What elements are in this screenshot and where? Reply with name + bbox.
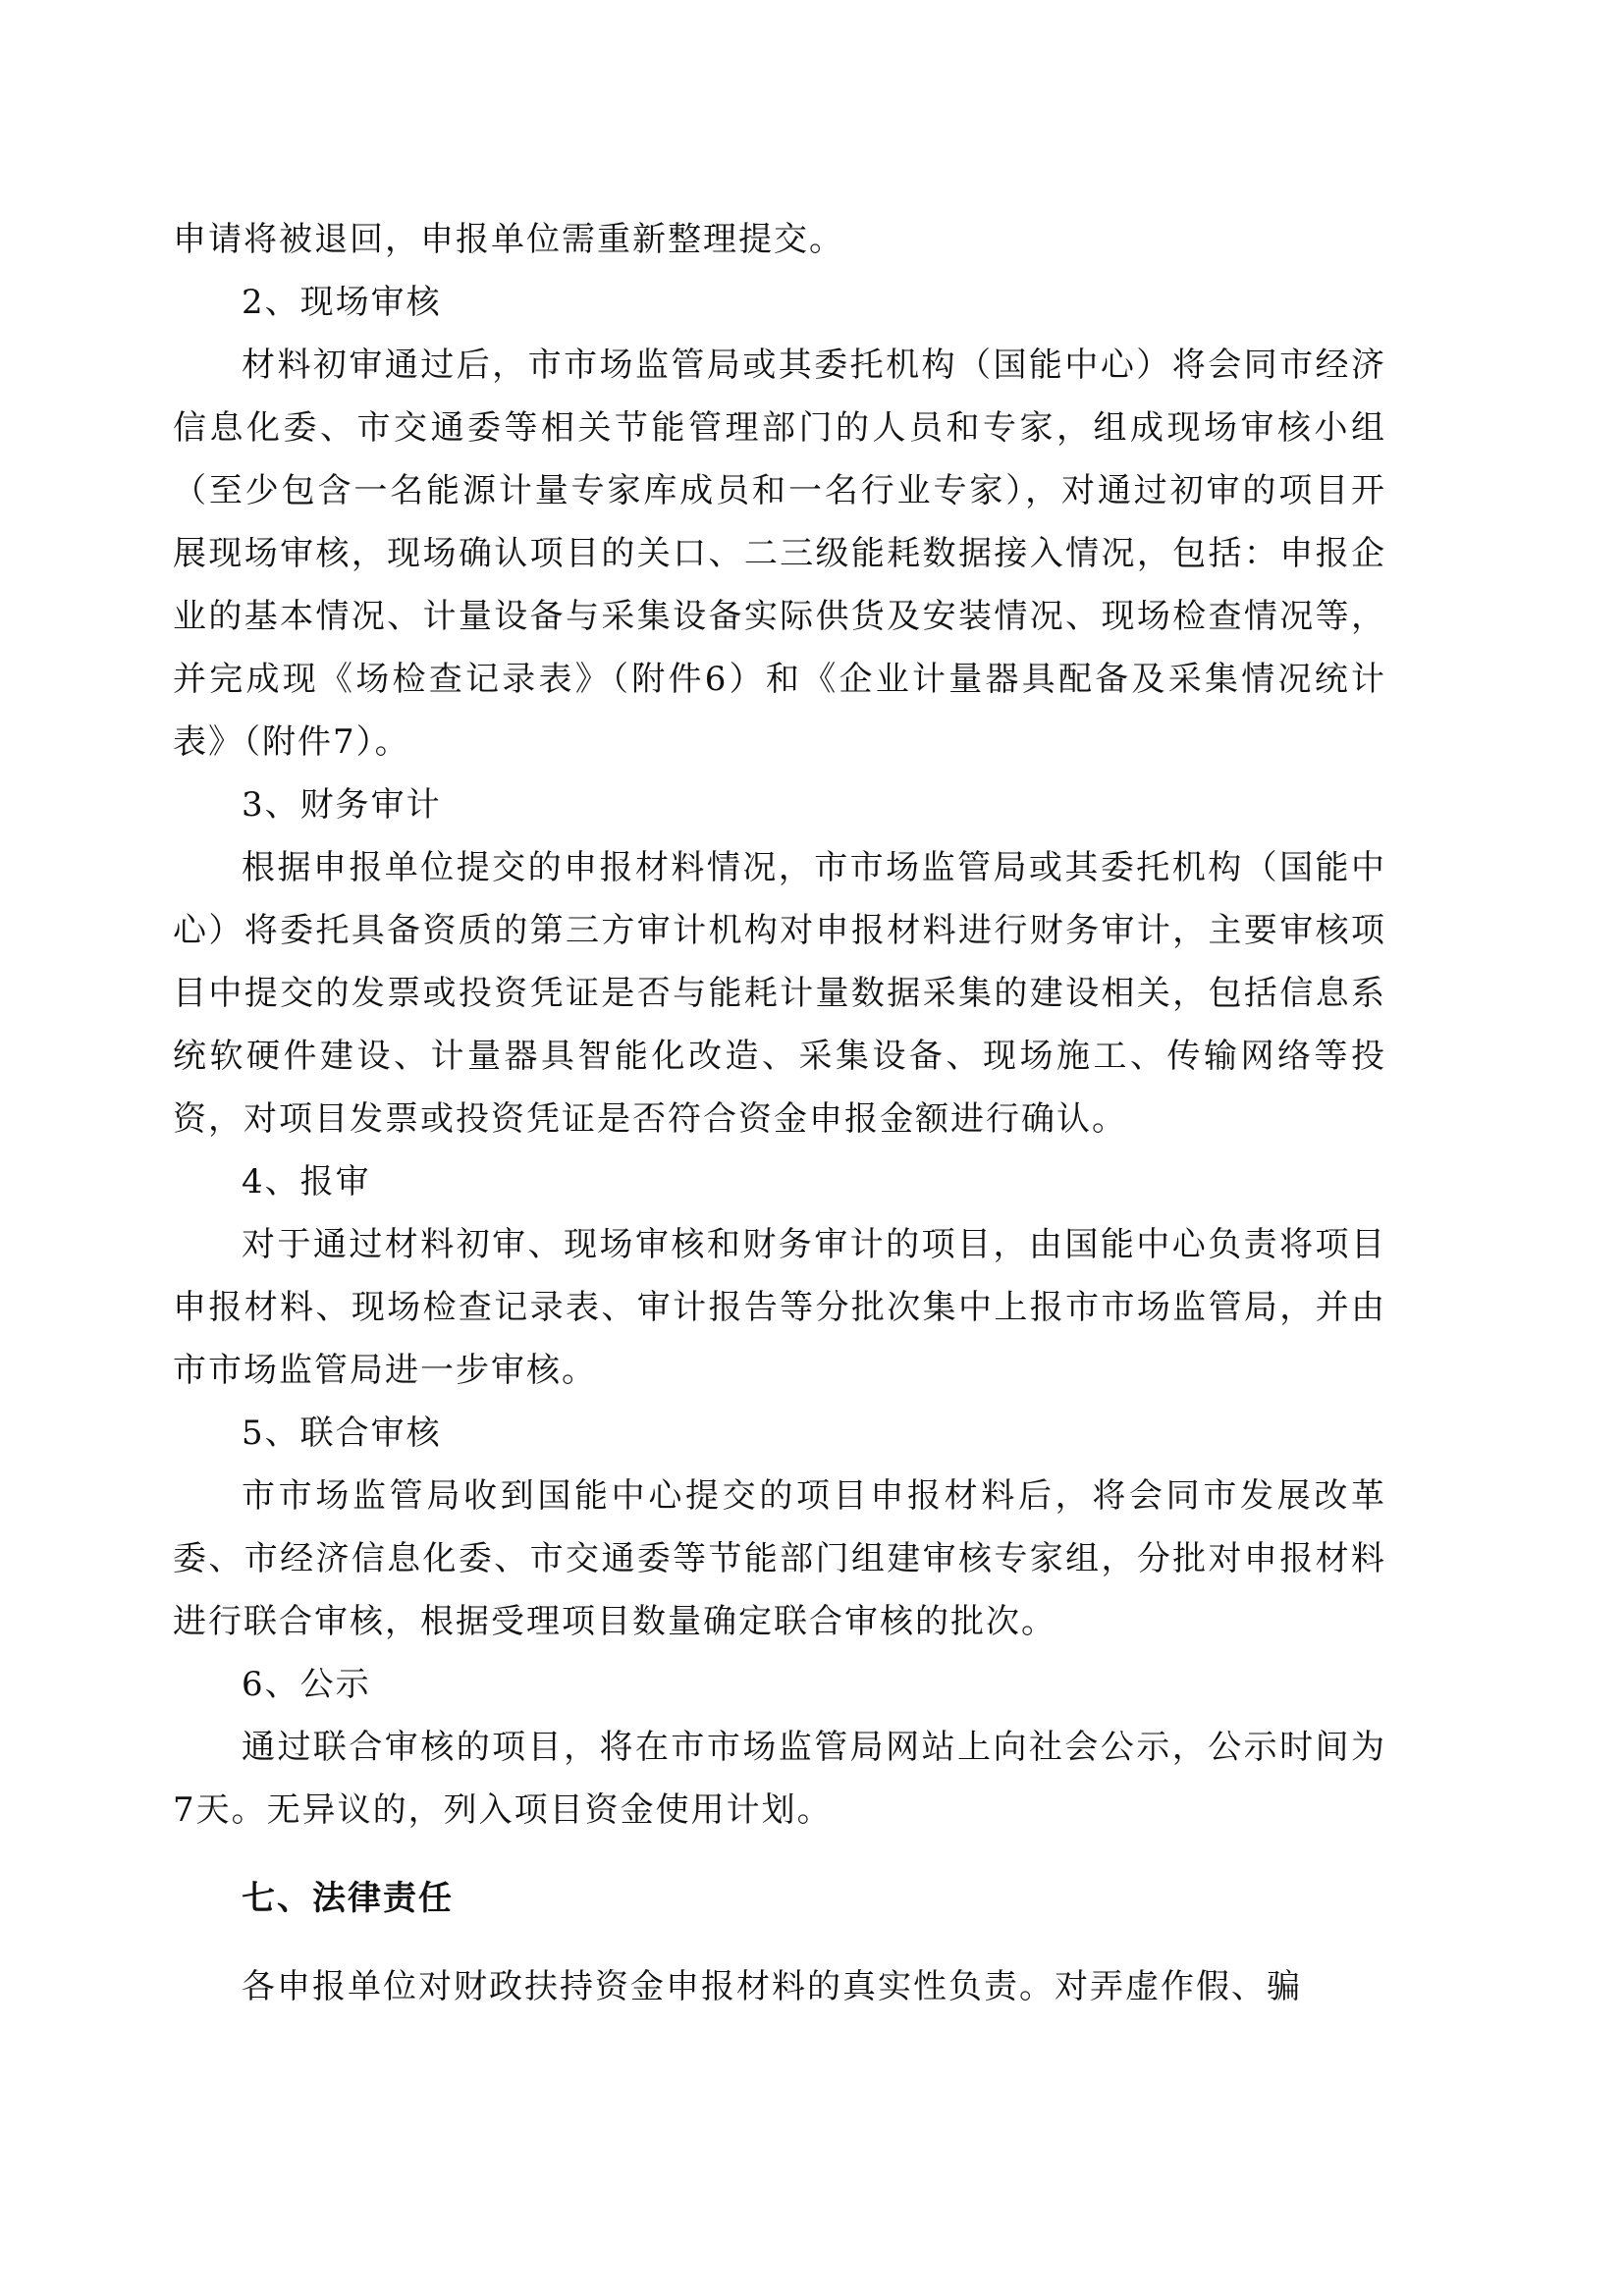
subheading-financial-audit: 3、财务审计 — [242, 785, 442, 825]
subheading-submission: 4、报审 — [242, 1162, 371, 1201]
paragraph-continued: 申请将被退回，申报单位需重新整理提交。 — [173, 220, 844, 259]
paragraph-financial-audit: 根据申报单位提交的申报材料情况，市市场监管局或其委托机构（国能中心）将委托具备资质的第三方审计机构对申报材料进行财务审计，主要审核项目中提交的发票或投资凭证是否与能耗计量数据采集的建设相关，包括信息系统软硬件建设、计量器具智能化改造、采集设备、现场施工、传输网络等投资，对项目发票或投资凭证是否符合资金申报金额进行确认。 — [173, 848, 1386, 1139]
paragraph-legal-liability: 各申报单位对财政扶持资金申报材料的真实性负责。对弄虚作假、骗 — [242, 1967, 1302, 2006]
subheading-joint-review: 5、联合审核 — [242, 1414, 442, 1453]
chapter-heading-legal-liability: 七、法律责任 — [242, 1879, 454, 1918]
document-body — [173, 208, 1386, 2018]
subheading-public-notice: 6、公示 — [242, 1665, 371, 1704]
paragraph-joint-review: 市市场监管局收到国能中心提交的项目申报材料后，将会同市发展改革委、市经济信息化委、市交通委等节能部门组建审核专家组，分批对申报材料进行联合审核，根据受理项目数量确定联合审核的批次。 — [173, 1476, 1386, 1641]
paragraph-submission: 对于通过材料初审、现场审核和财务审计的项目，由国能中心负责将项目申报材料、现场检查记录表、审计报告等分批次集中上报市市场监管局，并由市市场监管局进一步审核。 — [173, 1225, 1386, 1390]
paragraph-onsite-review: 材料初审通过后，市市场监管局或其委托机构（国能中心）将会同市经济信息化委、市交通委等相关节能管理部门的人员和专家，组成现场审核小组（至少包含一名能源计量专家库成员和一名行业专家），对通过初审的项目开展现场审核，现场确认项目的关口、二三级能耗数据接入情况，包括：申报企业的基本情况、计量设备与采集设备实际供货及安装情况、现场检查情况等，并完成现《场检查记录表》（附件6）和《企业计量器具配备及采集情况统计表》（附件7）。 — [173, 346, 1386, 762]
paragraph-public-notice: 通过联合审核的项目，将在市市场监管局网站上向社会公示，公示时间为7天。无异议的，列入项目资金使用计划。 — [173, 1728, 1386, 1830]
subheading-onsite-review: 2、现场审核 — [242, 283, 442, 322]
